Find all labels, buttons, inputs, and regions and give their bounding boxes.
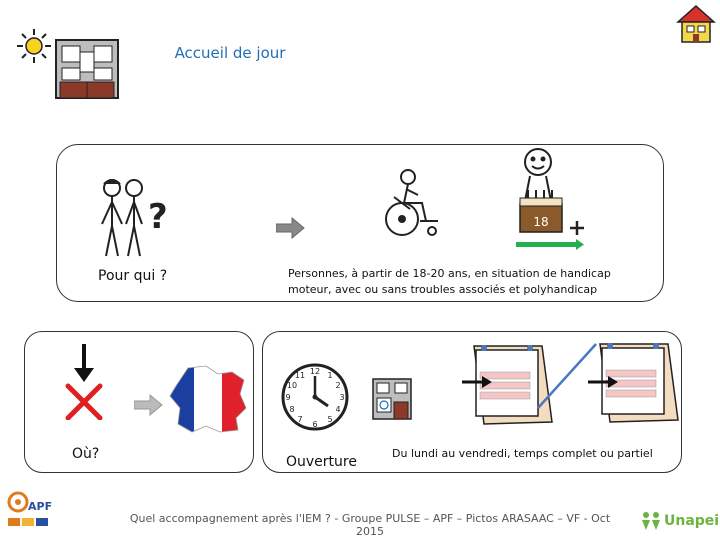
calendar-icon <box>588 340 680 426</box>
red-cross-icon <box>68 386 100 418</box>
svg-text:8: 8 <box>289 405 295 414</box>
svg-text:2: 2 <box>335 381 341 390</box>
birthday-cake-icon <box>512 146 592 250</box>
svg-text:4: 4 <box>335 405 341 414</box>
apf-logo <box>4 488 54 532</box>
home-icon[interactable] <box>676 4 716 44</box>
building-icon <box>54 38 120 100</box>
who-description: Personnes, à partir de 18-20 ans, en situation de handicap moteur, avec ou sans troubles associés et polyhandicap <box>288 267 611 296</box>
svg-text:1: 1 <box>327 371 333 380</box>
svg-text:11: 11 <box>294 371 306 380</box>
svg-text:6: 6 <box>312 420 318 429</box>
opening-label: Ouverture <box>286 454 357 470</box>
svg-text:7: 7 <box>297 415 303 424</box>
unapei-logo-text: Unapei <box>664 513 720 529</box>
unapei-logo <box>640 510 719 532</box>
svg-text:10: 10 <box>286 381 298 390</box>
clock-icon <box>280 362 350 432</box>
who-label: Pour qui ? <box>98 268 168 284</box>
france-map-icon <box>166 364 250 436</box>
apf-logo-text: APF <box>28 500 53 513</box>
down-arrow-icon <box>62 344 106 420</box>
svg-text:12: 12 <box>309 367 321 376</box>
wheelchair-person-icon <box>380 165 446 237</box>
arrow-right-icon <box>134 394 164 416</box>
svg-text:3: 3 <box>339 393 345 402</box>
svg-text:?: ? <box>148 197 168 237</box>
age-number: 18 <box>533 215 549 229</box>
opening-description: Du lundi au vendredi, temps complet ou partiel <box>392 447 653 460</box>
svg-text:5: 5 <box>327 415 333 424</box>
people-question-icon <box>98 176 178 258</box>
svg-text:9: 9 <box>285 393 291 402</box>
accessible-building-icon <box>372 378 412 420</box>
where-label: Où? <box>72 446 100 462</box>
sun-icon <box>16 28 52 64</box>
footer-text: Quel accompagnement après l'IEM ? - Groupe PULSE – APF – Pictos ARASAAC – VF - Oct 2015 <box>129 512 611 538</box>
arrow-right-icon <box>276 216 306 240</box>
page-title: Accueil de jour <box>174 44 286 62</box>
